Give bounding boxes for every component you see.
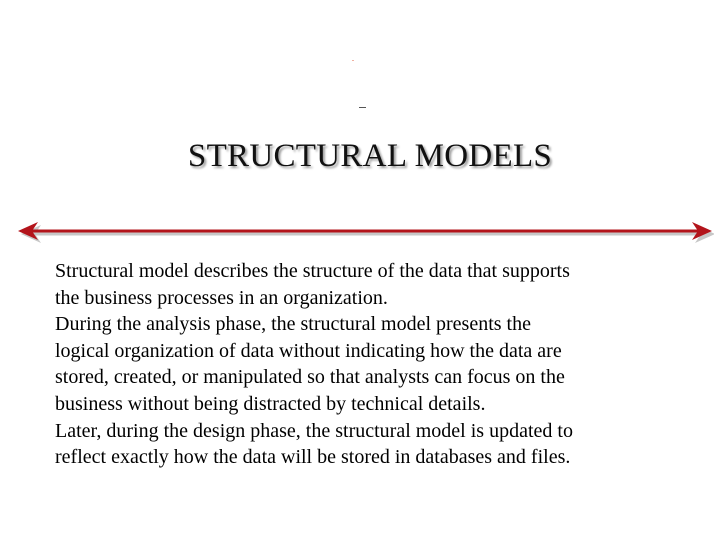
arrow-shadow [21, 225, 714, 243]
paragraph-3 [55, 418, 705, 471]
text-line: During the analysis phase, the structural model presents the [55, 313, 531, 336]
text-line: the business processes in an organization. [55, 286, 388, 309]
decorative-dash [359, 107, 366, 108]
decorative-mark [352, 60, 354, 61]
paragraph-2 [55, 311, 705, 417]
text-line: logical organization of data without indicating how the data are [55, 339, 562, 362]
text-line: Structural model describes the structure of the data that supports [55, 260, 570, 282]
text-line: Later, during the design phase, the structural model is updated to [55, 419, 573, 442]
paragraph-1 [55, 258, 705, 311]
text-line: reflect exactly how the data will be stored in databases and files. [55, 446, 571, 469]
text-line: business without being distracted by technical details. [55, 392, 486, 415]
slide-title: STRUCTURAL MODELS [187, 138, 553, 174]
double-headed-arrow-icon [16, 219, 714, 247]
text-line: stored, created, or manipulated so that analysts can focus on the [55, 366, 565, 389]
arrow-body [18, 222, 712, 240]
body-text [55, 258, 705, 471]
